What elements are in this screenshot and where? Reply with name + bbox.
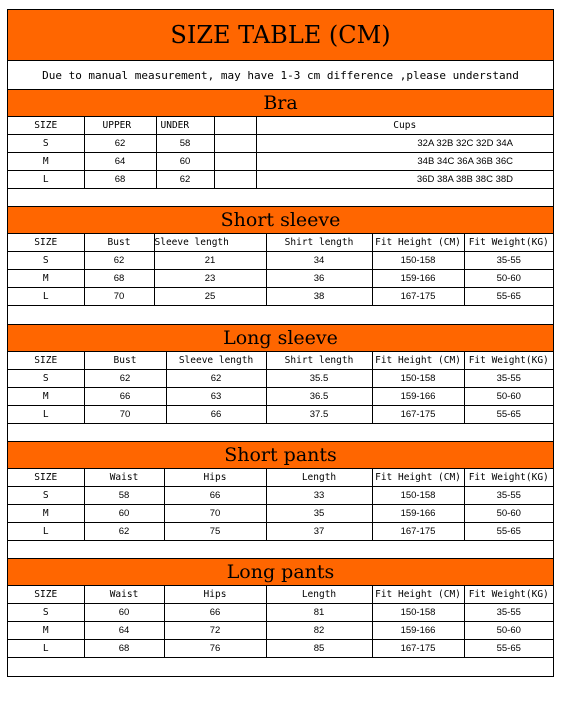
header-cell: Fit Weight(KG) xyxy=(464,234,553,252)
section-spacer xyxy=(8,658,553,676)
header-cell: UPPER xyxy=(84,117,156,135)
table-row xyxy=(8,270,553,288)
table-cell: 37 xyxy=(266,523,372,541)
header-cell: Sleeve length xyxy=(154,234,266,252)
long-sleeve-table xyxy=(8,352,553,424)
table-cell: M xyxy=(8,505,84,523)
table-cell: 55-65 xyxy=(464,288,553,306)
table-cell: 68 xyxy=(84,640,164,658)
header-cell: Fit Height (CM) xyxy=(372,586,464,604)
table-cell: 150-158 xyxy=(372,252,464,270)
table-cell: 36D 38A 38B 38C 38D xyxy=(256,171,553,189)
header-cell: Shirt length xyxy=(266,352,372,370)
short-sleeve-section-title: Short sleeve xyxy=(8,207,553,234)
table-cell: 76 xyxy=(164,640,266,658)
table-cell: M xyxy=(8,388,84,406)
table-cell: M xyxy=(8,153,84,171)
header-cell: Shirt length xyxy=(266,234,372,252)
table-cell: 35.5 xyxy=(266,370,372,388)
table-cell: 167-175 xyxy=(372,523,464,541)
table-cell: 150-158 xyxy=(372,604,464,622)
table-cell: 66 xyxy=(164,487,266,505)
table-cell: 159-166 xyxy=(372,622,464,640)
table-row xyxy=(8,288,553,306)
table-cell: 35-55 xyxy=(464,252,553,270)
table-cell: 35 xyxy=(266,505,372,523)
table-cell: 167-175 xyxy=(372,288,464,306)
header-cell: Bust xyxy=(84,352,166,370)
header-cell: Fit Weight(KG) xyxy=(464,352,553,370)
table-header-row xyxy=(8,469,553,487)
table-cell: 159-166 xyxy=(372,388,464,406)
table-cell: 35-55 xyxy=(464,370,553,388)
table-cell: 55-65 xyxy=(464,640,553,658)
table-row xyxy=(8,640,553,658)
table-row xyxy=(8,153,553,171)
table-cell: S xyxy=(8,370,84,388)
table-row xyxy=(8,171,553,189)
table-header-row xyxy=(8,117,553,135)
table-cell: 35-55 xyxy=(464,604,553,622)
table-cell: 66 xyxy=(164,604,266,622)
table-row xyxy=(8,388,553,406)
table-cell: 50-60 xyxy=(464,270,553,288)
measurement-note: Due to manual measurement, may have 1-3 cm difference ,please understand xyxy=(8,61,553,90)
bra-table xyxy=(8,117,553,189)
table-cell: 66 xyxy=(84,388,166,406)
table-cell: 36 xyxy=(266,270,372,288)
short-pants-table xyxy=(8,469,553,541)
header-cell: Fit Weight(KG) xyxy=(464,586,553,604)
table-cell: L xyxy=(8,523,84,541)
table-cell: S xyxy=(8,604,84,622)
table-cell: 159-166 xyxy=(372,505,464,523)
table-header-row xyxy=(8,234,553,252)
table-cell: 58 xyxy=(84,487,164,505)
table-cell: 68 xyxy=(84,171,156,189)
table-cell: 167-175 xyxy=(372,406,464,424)
short-sleeve-table xyxy=(8,234,553,306)
table-cell xyxy=(214,171,256,189)
header-cell xyxy=(214,117,256,135)
table-cell: 85 xyxy=(266,640,372,658)
header-cell: SIZE xyxy=(8,117,84,135)
table-cell xyxy=(214,153,256,171)
table-cell: M xyxy=(8,622,84,640)
table-cell: 167-175 xyxy=(372,640,464,658)
long-pants-section-title: Long pants xyxy=(8,559,553,586)
table-cell: S xyxy=(8,487,84,505)
bra-section-title: Bra xyxy=(8,90,553,117)
table-cell: 60 xyxy=(84,604,164,622)
table-cell: S xyxy=(8,252,84,270)
table-cell: 62 xyxy=(156,171,214,189)
table-cell: 55-65 xyxy=(464,523,553,541)
table-cell: 64 xyxy=(84,622,164,640)
table-row xyxy=(8,622,553,640)
table-row xyxy=(8,406,553,424)
table-cell: 63 xyxy=(166,388,266,406)
header-cell: Fit Height (CM) xyxy=(372,469,464,487)
table-cell: 55-65 xyxy=(464,406,553,424)
header-cell: Fit Height (CM) xyxy=(372,234,464,252)
header-cell: Length xyxy=(266,469,372,487)
section-spacer xyxy=(8,306,553,325)
table-cell: 70 xyxy=(84,288,154,306)
table-cell: 37.5 xyxy=(266,406,372,424)
table-cell: 36.5 xyxy=(266,388,372,406)
table-cell: 21 xyxy=(154,252,266,270)
table-cell: L xyxy=(8,171,84,189)
table-cell: 50-60 xyxy=(464,622,553,640)
table-cell: 50-60 xyxy=(464,505,553,523)
long-pants-table xyxy=(8,586,553,658)
header-cell: Hips xyxy=(164,586,266,604)
table-cell: 60 xyxy=(84,505,164,523)
table-cell: L xyxy=(8,640,84,658)
table-cell: 34 xyxy=(266,252,372,270)
table-cell: 66 xyxy=(166,406,266,424)
table-cell xyxy=(214,135,256,153)
table-cell: 81 xyxy=(266,604,372,622)
header-cell: Bust xyxy=(84,234,154,252)
table-cell: 62 xyxy=(84,252,154,270)
table-cell: 68 xyxy=(84,270,154,288)
long-sleeve-section-title: Long sleeve xyxy=(8,325,553,352)
header-cell: Waist xyxy=(84,586,164,604)
table-cell: 32A 32B 32C 32D 34A xyxy=(256,135,553,153)
table-row xyxy=(8,370,553,388)
table-row xyxy=(8,135,553,153)
table-cell: 62 xyxy=(84,370,166,388)
table-cell: 75 xyxy=(164,523,266,541)
header-cell: SIZE xyxy=(8,352,84,370)
table-cell: 62 xyxy=(84,135,156,153)
section-spacer xyxy=(8,541,553,559)
table-cell: 58 xyxy=(156,135,214,153)
table-row xyxy=(8,604,553,622)
table-cell: 34B 34C 36A 36B 36C xyxy=(256,153,553,171)
table-cell: 82 xyxy=(266,622,372,640)
header-cell: Waist xyxy=(84,469,164,487)
table-row xyxy=(8,252,553,270)
header-cell: SIZE xyxy=(8,234,84,252)
header-cell: SIZE xyxy=(8,586,84,604)
table-header-row xyxy=(8,352,553,370)
table-cell: L xyxy=(8,288,84,306)
table-cell: 60 xyxy=(156,153,214,171)
header-cell: Hips xyxy=(164,469,266,487)
table-cell: 150-158 xyxy=(372,487,464,505)
header-cell: Sleeve length xyxy=(166,352,266,370)
section-spacer xyxy=(8,189,553,207)
header-cell: Cups xyxy=(256,117,553,135)
table-cell: 150-158 xyxy=(372,370,464,388)
table-cell: 62 xyxy=(166,370,266,388)
table-cell: 23 xyxy=(154,270,266,288)
header-cell: Length xyxy=(266,586,372,604)
table-row xyxy=(8,523,553,541)
table-cell: 70 xyxy=(164,505,266,523)
table-cell: 62 xyxy=(84,523,164,541)
table-row xyxy=(8,487,553,505)
table-row xyxy=(8,505,553,523)
table-cell: L xyxy=(8,406,84,424)
table-header-row xyxy=(8,586,553,604)
table-cell: 70 xyxy=(84,406,166,424)
table-cell: M xyxy=(8,270,84,288)
header-cell: Fit Weight(KG) xyxy=(464,469,553,487)
table-cell: 38 xyxy=(266,288,372,306)
short-pants-section-title: Short pants xyxy=(8,442,553,469)
page-title: SIZE TABLE (CM) xyxy=(8,10,553,61)
table-cell: 33 xyxy=(266,487,372,505)
header-cell: UNDER xyxy=(156,117,214,135)
table-cell: 35-55 xyxy=(464,487,553,505)
section-spacer xyxy=(8,424,553,442)
header-cell: SIZE xyxy=(8,469,84,487)
table-cell: S xyxy=(8,135,84,153)
table-cell: 25 xyxy=(154,288,266,306)
table-cell: 72 xyxy=(164,622,266,640)
header-cell: Fit Height (CM) xyxy=(372,352,464,370)
table-cell: 50-60 xyxy=(464,388,553,406)
table-cell: 159-166 xyxy=(372,270,464,288)
size-table-sheet xyxy=(7,9,554,677)
table-cell: 64 xyxy=(84,153,156,171)
